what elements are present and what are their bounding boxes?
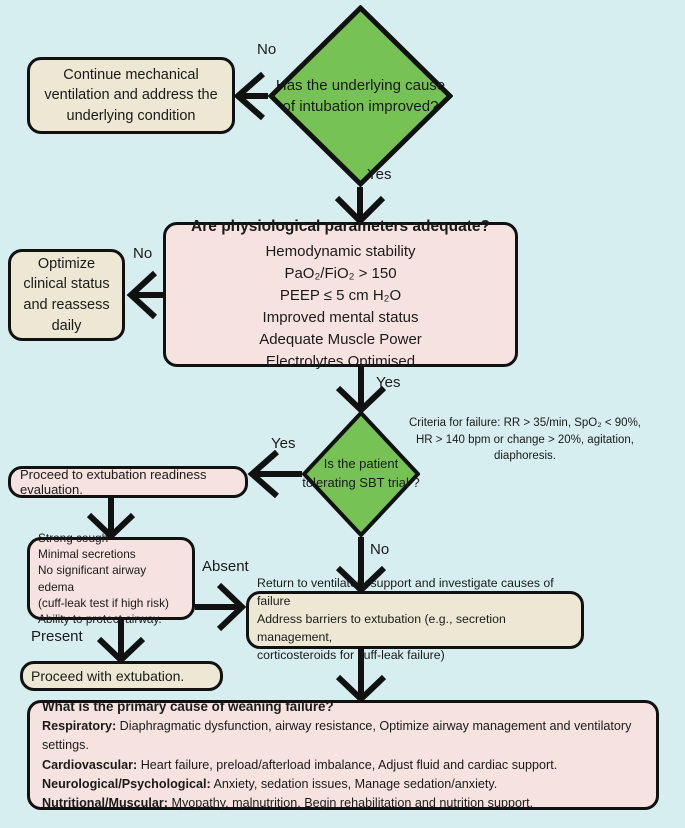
weaning-failure-item-neurological-label: Neurological/Psychological: xyxy=(42,776,211,791)
node-readiness-criteria-line-0: Strong cough xyxy=(38,530,109,545)
node-physiological-parameters[interactable] xyxy=(163,217,518,370)
node-extubation-readiness-evaluation-text: Proceed to extubation readiness evaluation. xyxy=(20,467,207,497)
note-sbt-failure-criteria-line-0: Criteria for failure: RR > 35/min, SpO₂ < 90%, xyxy=(409,417,641,429)
node-physiological-parameters-line-2: PEEP ≤ 5 cm H₂O xyxy=(279,286,402,304)
weaning-failure-item-respiratory-body: Diaphragmatic dysfunction, airway resistance, Optimize airway management and ventilatory settings. xyxy=(42,719,632,753)
decision-tolerating-sbt-label: Is the patient tolerating SBT trial ? xyxy=(302,456,420,490)
node-weaning-failure-causes[interactable] xyxy=(27,700,659,810)
weaning-failure-item-nutritional xyxy=(42,794,644,813)
weaning-failure-item-respiratory-label: Respiratory: xyxy=(42,719,117,734)
node-optimize-clinical-status-text: Optimize clinical status and reassess daily xyxy=(23,255,110,334)
edge-label-criteria-present: Present xyxy=(31,628,83,645)
node-physiological-parameters-heading: Are physiological parameters adequate? xyxy=(191,217,490,235)
node-physiological-parameters-line-0: Hemodynamic stability xyxy=(265,242,416,260)
node-physiological-parameters-line-4: Adequate Muscle Power xyxy=(259,330,422,348)
weaning-failure-item-cardiovascular-body: Heart failure, preload/afterload imbalance, Adjust fluid and cardiac support. xyxy=(137,757,558,772)
decision-underlying-cause-label: Has the underlying cause of intubation improved? xyxy=(275,76,446,115)
node-readiness-criteria-line-2: No significant airway edema xyxy=(38,563,147,594)
node-return-to-ventilatory-support-line-0: Return to ventilatory support and investigate causes of failure xyxy=(257,576,554,609)
edge-label-params-no: No xyxy=(133,245,153,262)
note-sbt-failure-criteria-line-2: diaphoresis. xyxy=(493,450,556,463)
edge-label-params-yes: Yes xyxy=(376,374,401,391)
node-proceed-with-extubation[interactable] xyxy=(20,661,223,691)
edge-label-cause-no: No xyxy=(257,41,277,58)
node-continue-mechanical-ventilation[interactable] xyxy=(27,57,235,134)
weaning-failure-item-nutritional-body: Myopathy, malnutrition, Begin rehabilitation and nutrition support. xyxy=(167,795,534,810)
node-physiological-parameters-line-1: PaO₂/FiO₂ > 150 xyxy=(284,264,397,282)
note-sbt-failure-criteria xyxy=(375,415,675,465)
node-return-to-ventilatory-support[interactable] xyxy=(246,576,584,662)
node-extubation-readiness-evaluation[interactable] xyxy=(8,466,248,498)
edge-label-sbt-yes: Yes xyxy=(271,435,296,452)
node-readiness-criteria-line-3: (cuff-leak test if high risk) xyxy=(38,595,169,610)
node-readiness-criteria-line-4: Ability to protect airway. xyxy=(38,612,162,627)
note-sbt-failure-criteria-line-1: HR > 140 bpm or change > 20%, agitation, xyxy=(415,433,634,446)
weaning-failure-item-nutritional-label: Nutritional/Muscular: xyxy=(42,795,168,810)
weaning-failure-item-cardiovascular-label: Cardiovascular: xyxy=(42,757,138,772)
node-weaning-failure-question: What is the primary cause of weaning failure? xyxy=(42,698,334,714)
edge-label-criteria-absent: Absent xyxy=(202,558,249,575)
weaning-failure-item-cardiovascular xyxy=(42,756,644,775)
node-optimize-clinical-status[interactable] xyxy=(8,249,125,341)
edge-label-cause-yes: Yes xyxy=(367,166,392,183)
weaning-failure-item-respiratory xyxy=(42,717,644,755)
weaning-failure-item-neurological-body: Anxiety, sedation issues, Manage sedation/anxiety. xyxy=(210,776,498,791)
weaning-failure-item-neurological xyxy=(42,775,644,794)
node-physiological-parameters-line-3: Improved mental status xyxy=(262,308,419,326)
node-readiness-criteria[interactable] xyxy=(27,530,195,627)
decision-underlying-cause-improved[interactable] xyxy=(268,5,453,187)
node-continue-mechanical-ventilation-text: Continue mechanical ventilation and address the underlying condition xyxy=(44,66,218,124)
edge-label-sbt-no: No xyxy=(370,541,390,558)
node-return-to-ventilatory-support-line-2: corticosteroids for cuff-leak failure) xyxy=(257,647,445,662)
node-return-to-ventilatory-support-line-1: Address barriers to extubation (e.g., secretion management, xyxy=(257,612,506,644)
node-readiness-criteria-line-1: Minimal secretions xyxy=(38,546,136,561)
node-physiological-parameters-line-5: Electrolytes Optimised xyxy=(265,352,416,370)
node-proceed-with-extubation-text: Proceed with extubation. xyxy=(31,668,185,684)
